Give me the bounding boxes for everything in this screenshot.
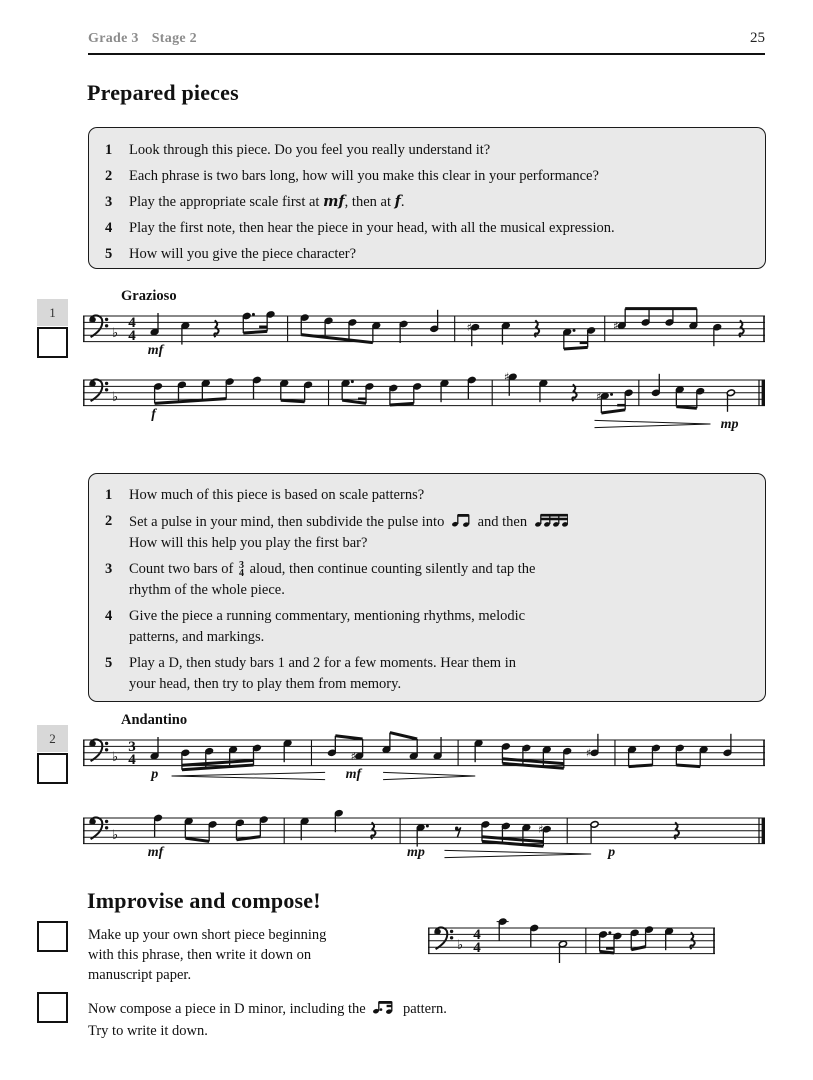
- question-text: How will you give the piece character?: [129, 246, 357, 262]
- paragraph-segment: pattern.: [399, 1001, 447, 1017]
- dotted-eighth-sixteenth-icon: [372, 998, 396, 1015]
- question-number: 2: [105, 513, 113, 529]
- svg-text:♯: ♯: [613, 319, 619, 333]
- question-text: Each phrase is two bars long, how will you make this clear in your performance?: [129, 168, 599, 184]
- question-number: 5: [105, 246, 113, 262]
- svg-text:♯: ♯: [538, 823, 544, 836]
- question-text-segment: Play the appropriate scale first at: [129, 194, 324, 210]
- svg-text:4: 4: [473, 927, 481, 944]
- svg-text:♯: ♯: [504, 370, 510, 384]
- question-text: [129, 511, 749, 554]
- svg-text:♯: ♯: [466, 321, 472, 334]
- question-text: How much of this piece is based on scale patterns?: [129, 487, 425, 503]
- question-item: [105, 191, 749, 213]
- fraction-numerator: 3: [238, 560, 244, 571]
- question-item: [105, 243, 749, 265]
- question-text-segment: Count two bars of: [129, 561, 237, 577]
- piece-number: 2: [49, 731, 56, 746]
- piece-number-tag-2: [37, 725, 68, 752]
- question-number: 1: [105, 142, 113, 158]
- header-rule: [88, 53, 765, 55]
- svg-text:♯: ♯: [350, 749, 356, 763]
- question-text-segment: Give the piece a running commentary, mentioning rhythms, melodic: [129, 608, 526, 624]
- question-text-segment: , then at: [344, 194, 395, 210]
- question-item: [105, 217, 749, 239]
- question-text: Look through this piece. Do you feel you really understand it?: [129, 142, 491, 158]
- question-text: [129, 606, 749, 648]
- question-text: [129, 653, 749, 695]
- music-system-piece1-line2: [83, 358, 765, 442]
- question-item: [105, 485, 749, 506]
- svg-text:p: p: [608, 845, 616, 860]
- checkbox-piece-2[interactable]: [37, 753, 68, 784]
- question-item: [105, 511, 749, 554]
- question-item: [105, 139, 749, 161]
- piece-number-tag-1: [37, 299, 68, 326]
- svg-text:♭: ♭: [457, 938, 464, 954]
- svg-text:♯: ♯: [585, 746, 592, 760]
- improvise-compose-title: Improvise and compose!: [87, 888, 321, 913]
- question-number: 4: [105, 220, 113, 236]
- question-text: [129, 559, 749, 601]
- svg-text:mp: mp: [720, 417, 739, 432]
- question-text-line2: How will this help you play the first bar?: [129, 535, 368, 551]
- time-signature-fraction: [239, 562, 244, 578]
- svg-text:p: p: [151, 767, 159, 782]
- question-text-line2: patterns, and markings.: [129, 629, 265, 645]
- question-number: 3: [105, 561, 113, 577]
- svg-text:♭: ♭: [112, 390, 119, 406]
- question-text-line2: rhythm of the whole piece.: [129, 582, 285, 598]
- music-system-piece2-line1: [83, 718, 765, 802]
- question-item: [105, 559, 749, 601]
- paragraph-line: with this phrase, then write it down on: [88, 947, 312, 963]
- svg-text:♭: ♭: [112, 326, 119, 342]
- dynamic-mf-label: mf: [323, 193, 345, 210]
- page-number: 25: [750, 30, 765, 46]
- svg-text:mf: mf: [147, 845, 164, 860]
- dynamic-f-label: f: [394, 193, 401, 210]
- svg-text:♭: ♭: [112, 828, 119, 844]
- header-stage: Stage 2: [151, 31, 197, 46]
- piece-number: 1: [49, 305, 56, 320]
- svg-text:mp: mp: [406, 845, 425, 860]
- svg-text:4: 4: [128, 752, 136, 768]
- svg-text:4: 4: [128, 315, 136, 332]
- question-item: [105, 165, 749, 187]
- improvise-paragraph-1: [88, 925, 428, 985]
- checkbox-improvise-1[interactable]: [37, 921, 68, 952]
- paragraph-line: manuscript paper.: [88, 967, 192, 983]
- question-text-line2: your head, then try to play them from memory.: [129, 676, 402, 692]
- question-text-segment: .: [400, 194, 405, 210]
- checkbox-improvise-2[interactable]: [37, 992, 68, 1023]
- fraction-denominator: 4: [238, 568, 244, 579]
- question-item: [105, 606, 749, 648]
- sixteenth-note-group-icon: [534, 511, 568, 528]
- question-text-segment: and then: [473, 514, 531, 530]
- question-text-segment: Set a pulse in your mind, then subdivide the pulse into: [129, 514, 448, 530]
- paragraph-line: [88, 998, 728, 1020]
- question-text: Play the first note, then hear the piece in your head, with all the musical expression.: [129, 220, 615, 236]
- header-grade: Grade 3: [88, 31, 139, 46]
- question-number: 3: [105, 194, 113, 210]
- eighth-note-pair-icon: [451, 511, 471, 528]
- tempo-label-andantino: Andantino: [121, 712, 188, 728]
- questions-box-1: [88, 127, 766, 269]
- prepared-pieces-title: Prepared pieces: [87, 80, 239, 105]
- svg-text:3: 3: [128, 739, 136, 756]
- question-number: 5: [105, 655, 113, 671]
- svg-text:♯: ♯: [596, 389, 602, 403]
- svg-text:♭: ♭: [112, 750, 119, 766]
- question-text-segment: Play a D, then study bars 1 and 2 for a few moments. Hear them in: [129, 655, 516, 671]
- svg-text:4: 4: [128, 328, 136, 344]
- tempo-label-grazioso: Grazioso: [121, 288, 177, 304]
- question-number: 4: [105, 608, 113, 624]
- paragraph-segment: Now compose a piece in D minor, including the: [88, 1001, 370, 1017]
- checkbox-piece-1[interactable]: [37, 327, 68, 358]
- svg-text:mf: mf: [345, 767, 362, 782]
- svg-text:f: f: [151, 407, 156, 422]
- questions-box-2: [88, 473, 766, 702]
- question-number: 2: [105, 168, 113, 184]
- paragraph-line: Make up your own short piece beginning: [88, 927, 327, 943]
- svg-text:4: 4: [473, 940, 481, 956]
- improvise-paragraph-2: [88, 998, 728, 1042]
- question-number: 1: [105, 487, 113, 503]
- svg-text:mf: mf: [147, 343, 164, 358]
- question-text-segment: aloud, then continue counting silently and tap the: [245, 561, 536, 577]
- question-text: [129, 191, 749, 213]
- paragraph-line: Try to write it down.: [88, 1023, 208, 1039]
- music-phrase-improvise: [428, 906, 715, 982]
- music-system-piece2-line2: [83, 796, 765, 880]
- page-header: [88, 31, 197, 47]
- question-item: [105, 653, 749, 695]
